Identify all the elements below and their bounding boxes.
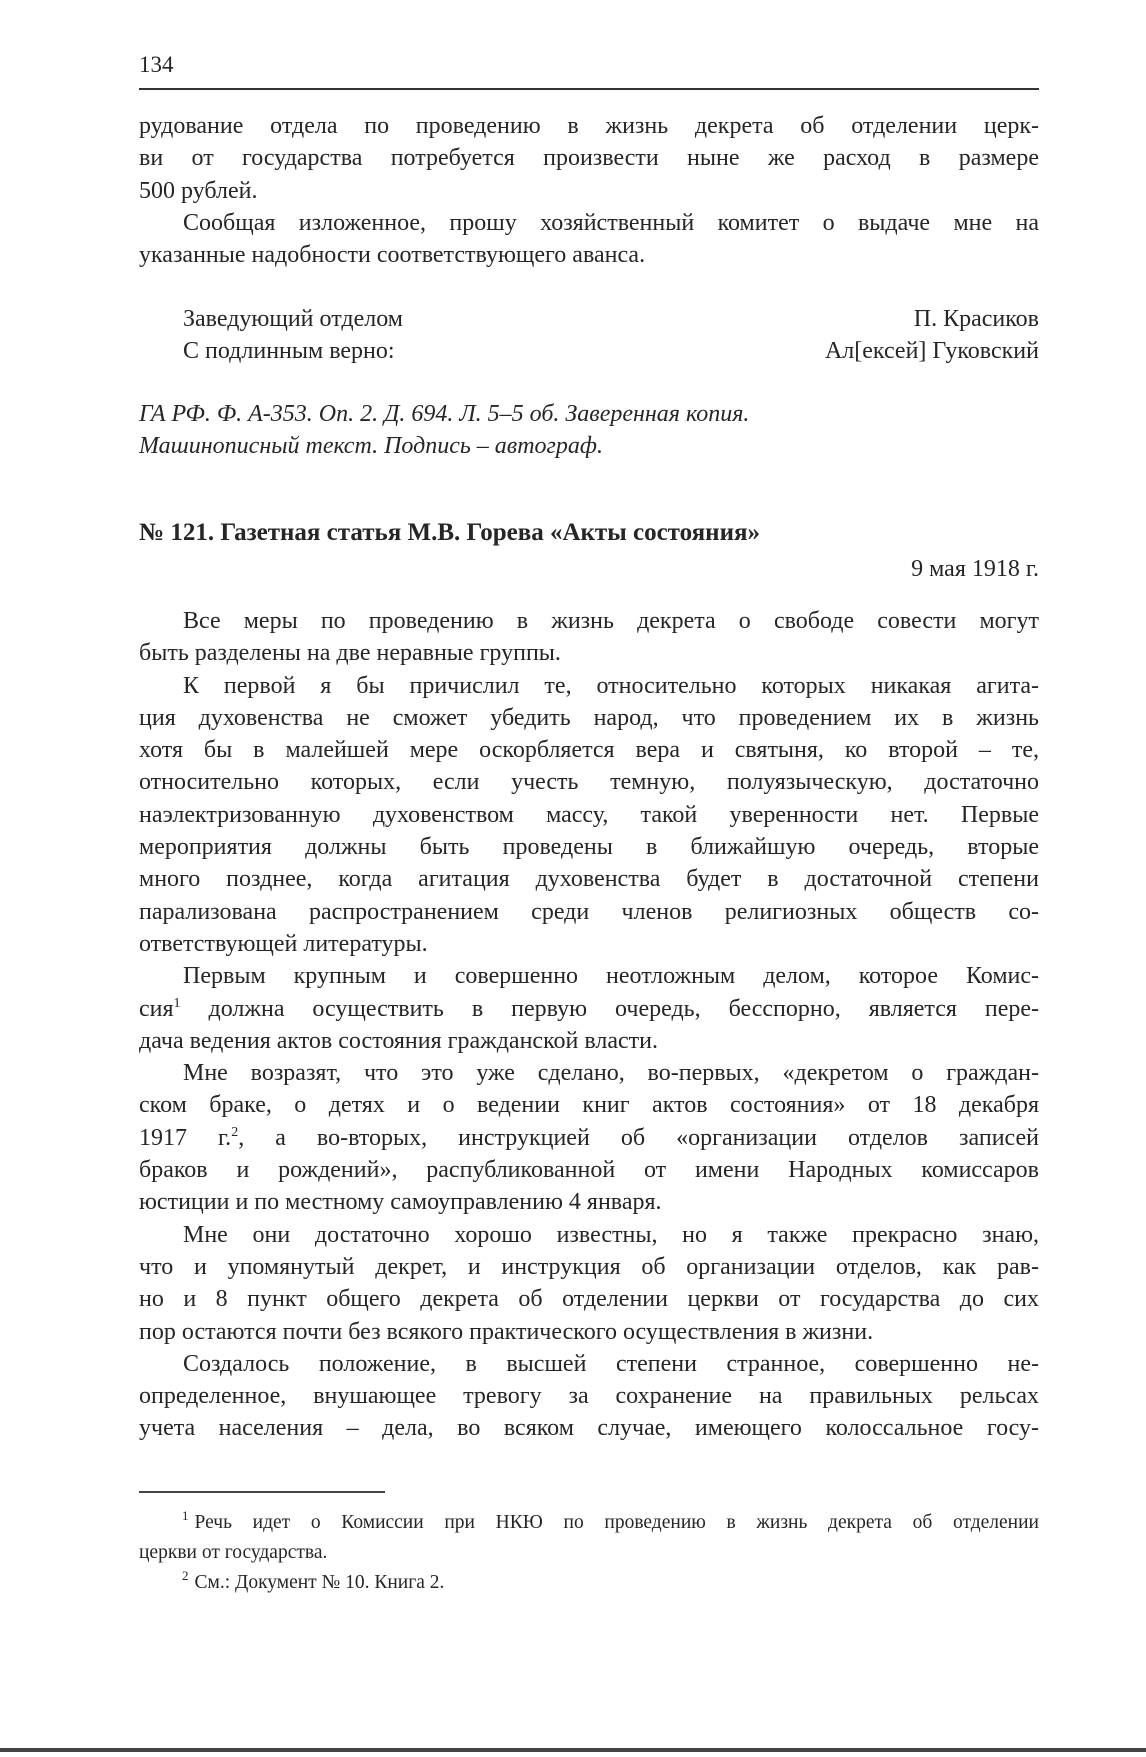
text-line: ви от государства потребуется произвести ныне же расход в размере [139,145,1039,172]
signature-role: С подлинным верно: [183,338,395,365]
footnote-reference[interactable]: 2 [231,1124,239,1140]
signature-block [183,303,1039,368]
signature-name: П. Красиков [913,306,1039,332]
text-segment: 1917 г. [139,1124,232,1151]
header-rule [139,88,1039,90]
footnote-text: Речь идет о Комиссии при НКЮ по проведению в жизнь декрета об отделении [194,1512,1039,1533]
text-line: ском браке, о детях и о ведении книг актов состояния» от 18 декабря [139,1092,1039,1119]
footnote-line [139,1538,1039,1568]
text-line: но и 8 пункт общего декрета об отделении церкви от государства до сих [139,1286,1039,1313]
text-segment: , а во-вторых, инструкцией об «организации отделов записей [238,1124,1039,1151]
signature-role: Заведующий отделом [183,306,403,332]
signature-row [183,303,1039,335]
page-number: 134 [139,52,174,77]
text-line: парализована распространением среди членов религиозных обществ со- [139,898,1039,925]
footnotes [139,1508,1039,1598]
text-line: относительно которых, если учесть темную, полуязыческую, достаточно [139,769,1039,796]
footnote-rule [139,1491,385,1493]
text-line: быть разделены на две неравные группы. [139,640,561,667]
footnote-line [139,1568,1039,1598]
footnote-number: 1 [182,1508,189,1523]
signature-name: Ал[ексей] Гуковский [824,338,1039,365]
footnote-number: 2 [182,1568,189,1583]
text-line: пор остаются почти без всякого практического осуществления в жизни. [139,1318,874,1345]
text-line: юстиции и по местному самоуправлению 4 января. [139,1189,662,1216]
document-heading: № 121. Газетная статья М.В. Горева «Акты состояния» [139,519,761,546]
footnote-text: церкви от государства. [139,1542,328,1563]
text-line: хотя бы в малейшей мере оскорбляется вера и святыня, ко второй – те, [139,737,1039,764]
footnote-text: См.: Документ № 10. Книга 2. [194,1572,445,1593]
text-line: рудование отдела по проведению в жизнь декрета об отделении церк- [139,113,1039,139]
intro-text [139,110,1039,271]
signature-row [183,335,1039,367]
footnote-line [139,1508,1039,1538]
text-line: ция духовенства не сможет убедить народ, что проведением их в жизнь [139,704,1039,731]
text-line [139,993,1039,1025]
text-line: К первой я бы причислил те, относительно которых никакая агита- [183,672,1039,699]
text-line: Первым крупным и совершенно неотложным делом, которое Комис- [183,963,1039,990]
text-line: браков и рождений», распубликованной от имени Народных комиссаров [139,1157,1039,1184]
text-line: Мне они достаточно хорошо известны, но я также прекрасно знаю, [183,1221,1039,1248]
text-line [139,1122,1039,1154]
text-line: Сообщая изложенное, прошу хозяйственный комитет о выдаче мне на [183,209,1039,236]
source-line: Машинописный текст. Подпись – автограф. [139,433,603,460]
text-line: дача ведения актов состояния гражданской власти. [139,1027,658,1054]
page-bottom-edge [0,1748,1146,1752]
text-segment: должна осуществить в первую очередь, бесспорно, является пере- [180,995,1039,1022]
archive-source [139,398,749,463]
text-line: наэлектризованную духовенством массу, такой уверенности нет. Первые [139,801,1039,828]
text-line: Создалось положение, в высшей степени странное, совершенно не- [183,1350,1039,1377]
text-line: Мне возразят, что это уже сделано, во-первых, «декретом о граждан- [183,1060,1039,1087]
text-line: указанные надобности соответствующего аванса. [139,242,646,269]
text-line: 500 рублей. [139,177,258,204]
text-line: определенное, внушающее тревогу за сохранение на правильных рельсах [139,1383,1039,1410]
document-body [139,605,1039,1445]
source-line: ГА РФ. Ф. А-353. Оп. 2. Д. 694. Л. 5–5 об. Заверенная копия. [139,401,750,427]
text-line: много позднее, когда агитация духовенства будет в достаточной степени [139,866,1039,893]
text-segment: сия [139,995,174,1022]
text-line: ответствующей литературы. [139,930,428,957]
text-line: учета населения – дела, во всяком случае, имеющего колоссальное госу- [139,1415,1039,1442]
footnote-reference[interactable]: 1 [173,995,181,1011]
text-line: мероприятия должны быть проведены в ближайшую очередь, вторые [139,834,1039,861]
text-line: что и упомянутый декрет, и инструкция об организации отделов, как рав- [139,1253,1039,1280]
document-date: 9 мая 1918 г. [911,556,1039,582]
text-line: Все меры по проведению в жизнь декрета о свободе совести могут [183,608,1039,634]
